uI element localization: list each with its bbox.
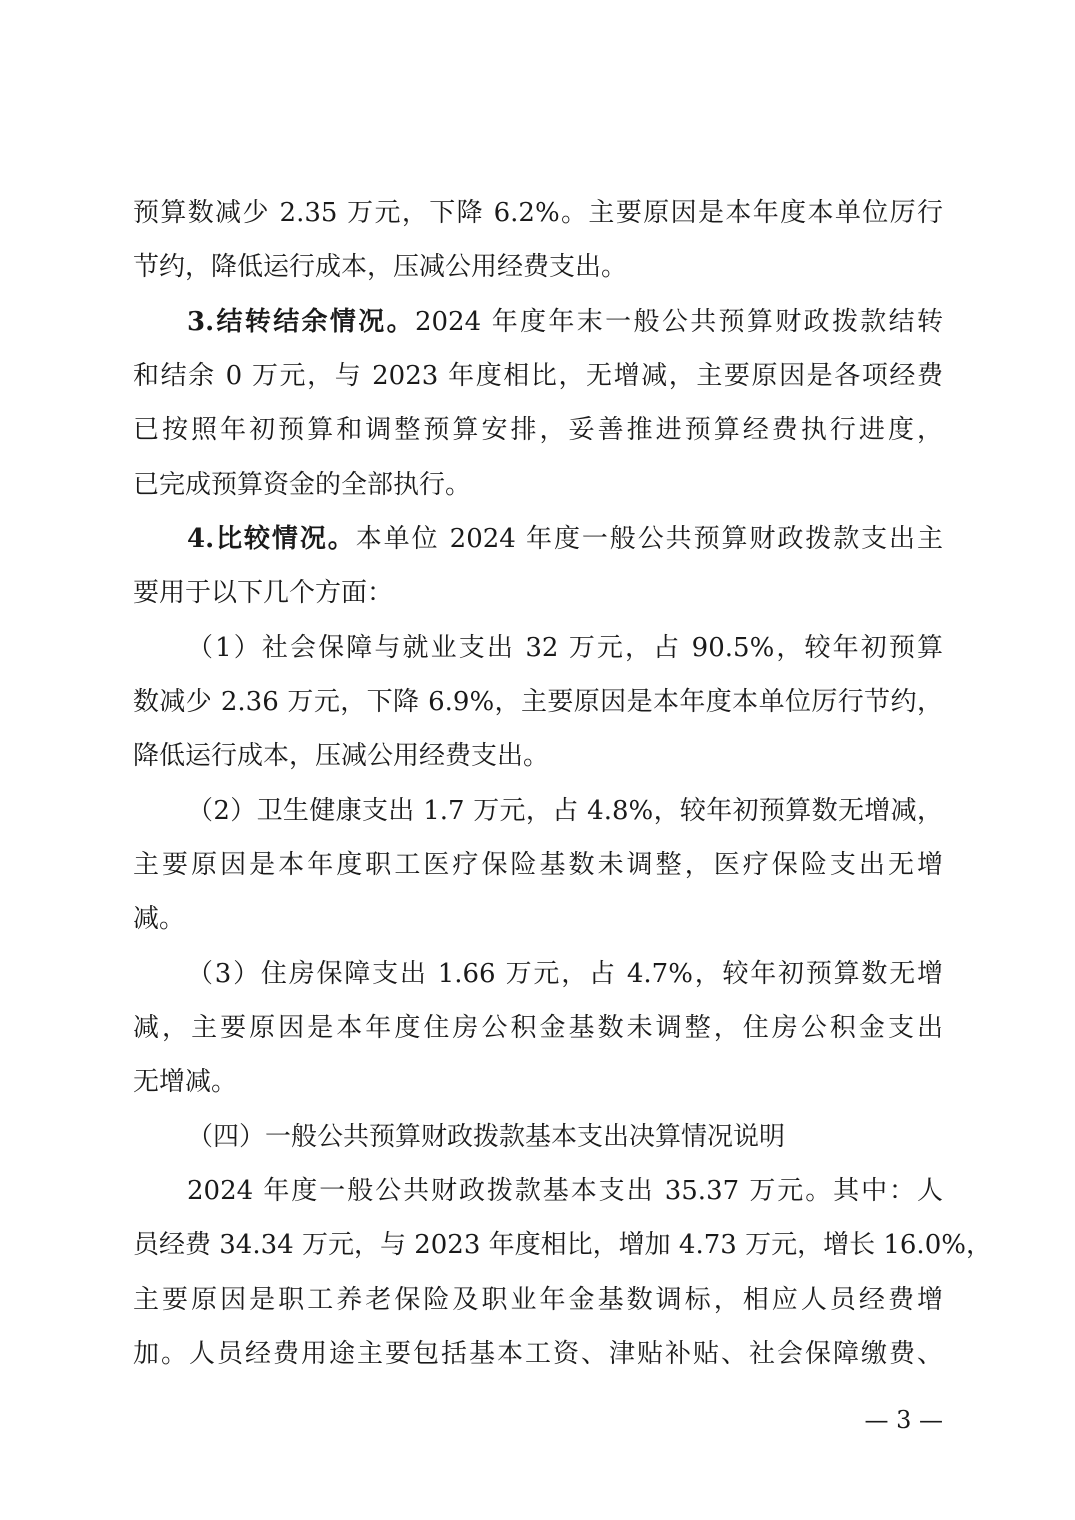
paragraph-line: 已按照年初预算和调整预算安排，妥善推进预算经费执行进度，: [133, 415, 943, 445]
section-heading: 3.结转结余情况。: [187, 307, 415, 337]
paragraph-line: 2024 年度一般公共财政拨款基本支出 35.37 万元。其中：人: [187, 1176, 943, 1206]
subsection-heading: （四）一般公共预算财政拨款基本支出决算情况说明: [187, 1122, 786, 1152]
page-number: — 3 —: [864, 1406, 943, 1434]
paragraph-line: 和结余 0 万元，与 2023 年度相比，无增减，主要原因是各项经费: [133, 361, 943, 391]
paragraph-line: 减，主要原因是本年度住房公积金基数未调整，住房公积金支出: [133, 1013, 943, 1043]
paragraph-line: 节约，降低运行成本，压减公用经费支出。: [133, 252, 628, 282]
paragraph-line: 3.结转结余情况。2024 年度年末一般公共预算财政拨款结转: [187, 307, 943, 337]
paragraph-line: 加。人员经费用途主要包括基本工资、津贴补贴、社会保障缴费、: [133, 1339, 943, 1369]
paragraph-line: （1）社会保障与就业支出 32 万元，占 90.5%，较年初预算: [187, 633, 943, 663]
paragraph-line: 减。: [133, 904, 186, 934]
paragraph-line: 主要原因是本年度职工医疗保险基数未调整，医疗保险支出无增: [133, 850, 943, 880]
paragraph-line: 已完成预算资金的全部执行。: [133, 470, 472, 500]
paragraph-line: 无增减。: [133, 1067, 238, 1097]
paragraph-line: 4.比较情况。本单位 2024 年度一般公共预算财政拨款支出主: [187, 524, 943, 554]
paragraph-line: 主要原因是职工养老保险及职业年金基数调标，相应人员经费增: [133, 1285, 943, 1315]
paragraph-line: 降低运行成本，压减公用经费支出。: [133, 741, 550, 771]
section-heading: 4.比较情况。: [187, 524, 356, 554]
paragraph-line: （2）卫生健康支出 1.7 万元，占 4.8%，较年初预算数无增减，: [187, 796, 943, 826]
paragraph-line: 数减少 2.36 万元，下降 6.9%，主要原因是本年度本单位厉行节约，: [133, 687, 943, 717]
paragraph-line: 员经费 34.34 万元，与 2023 年度相比，增加 4.73 万元，增长 16.0%，: [133, 1230, 992, 1260]
paragraph-line: 要用于以下几个方面：: [133, 578, 394, 608]
paragraph-line: 预算数减少 2.35 万元，下降 6.2%。主要原因是本年度本单位厉行: [133, 198, 943, 228]
paragraph-line: （3）住房保障支出 1.66 万元，占 4.7%，较年初预算数无增: [187, 959, 943, 989]
